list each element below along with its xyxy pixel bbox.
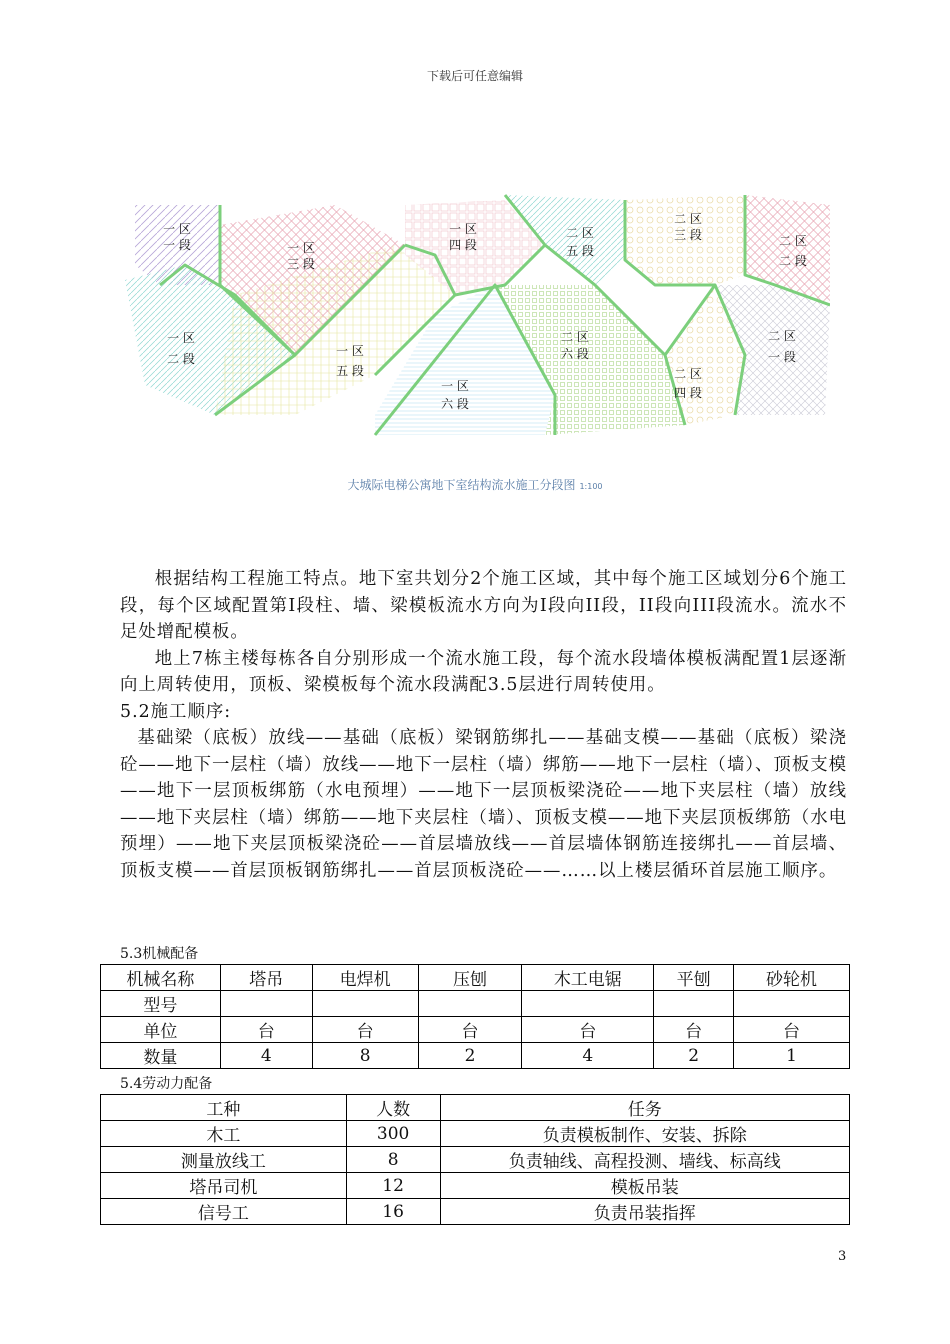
zone-label: 一 区 xyxy=(441,379,469,393)
table-cell: 单位 xyxy=(101,1017,221,1043)
machine-table xyxy=(100,964,850,1069)
table-header-row xyxy=(101,1095,850,1121)
table-cell xyxy=(220,991,312,1017)
table-cell: 任务 xyxy=(440,1095,849,1121)
zone-label: 一 段 xyxy=(163,238,191,252)
zone-label: 一 区 xyxy=(287,241,315,255)
table-cell: 台 xyxy=(312,1017,418,1043)
table-cell: 负责轴线、高程投测、墙线、标高线 xyxy=(440,1147,849,1173)
table-cell: 12 xyxy=(346,1173,440,1199)
zone-label: 一 区 xyxy=(449,222,477,236)
table-cell xyxy=(418,991,522,1017)
labor-table xyxy=(100,1094,850,1225)
table-cell: 塔吊司机 xyxy=(101,1173,347,1199)
table-cell: 木工电锯 xyxy=(522,965,654,991)
table-cell: 1 xyxy=(734,1043,850,1069)
section-heading: 5.2施工顺序: xyxy=(120,701,232,722)
table-cell: 2 xyxy=(654,1043,734,1069)
zone-label: 四 段 xyxy=(674,386,702,400)
table-cell: 压刨 xyxy=(418,965,522,991)
zone-label: 六 段 xyxy=(561,347,589,361)
table-header-row xyxy=(101,965,850,991)
table-row xyxy=(101,1199,850,1225)
zone-label: 四 段 xyxy=(449,238,477,252)
table-cell: 台 xyxy=(734,1017,850,1043)
caption-scale: 1:100 xyxy=(579,482,603,491)
table-cell: 型号 xyxy=(101,991,221,1017)
table-cell: 负责吊装指挥 xyxy=(440,1199,849,1225)
zone-label: 一 区 xyxy=(167,331,195,345)
construction-zoning-diagram xyxy=(125,185,830,450)
zone-label: 二 区 xyxy=(779,234,807,248)
zone-shapes xyxy=(125,195,830,435)
table-row xyxy=(101,1173,850,1199)
table-row xyxy=(101,1017,850,1043)
paragraph: 根据结构工程施工特点。地下室共划分2个施工区域，其中每个施工区域划分6个施工段，每个区域配置第I段柱、墙、梁模板流水方向为I段向II段，II段向III段流水。流水不足处增配模板。 xyxy=(120,569,847,642)
zone-label: 五 段 xyxy=(336,364,364,378)
caption-text: 大城际电梯公寓地下室结构流水施工分段图 xyxy=(347,478,576,492)
table-cell: 8 xyxy=(312,1043,418,1069)
table-row xyxy=(101,1121,850,1147)
paragraph: 基础梁（底板）放线——基础（底板）梁钢筋绑扎——基础支模——基础（底板）梁浇砼——地下一层柱（墙）放线——地下一层柱（墙）绑筋——地下一层柱（墙）、顶板支模——地下一层顶板绑筋（水电预埋）——地下一层顶板梁浇砼——地下夹层柱（墙）放线——地下夹层柱（墙）绑筋——地下夹层柱（墙）、顶板支模——地下夹层顶板绑筋（水电预埋）——地下夹层顶板梁浇砼——首层墙放线——首层墙体钢筋连接绑扎——首层墙、顶板支模——首层顶板钢筋绑扎——首层顶板浇砼——……以上楼层循环首层施工顺序。 xyxy=(120,728,847,881)
table-row xyxy=(101,991,850,1017)
zone-label: 五 段 xyxy=(566,244,594,258)
table-cell: 16 xyxy=(346,1199,440,1225)
zone-label: 一 区 xyxy=(336,344,364,358)
table-cell xyxy=(522,991,654,1017)
zone-label: 二 段 xyxy=(779,254,807,268)
body-text xyxy=(120,566,847,884)
zone-label: 二 区 xyxy=(566,226,594,240)
table-cell: 台 xyxy=(220,1017,312,1043)
table-cell: 工种 xyxy=(101,1095,347,1121)
figure-caption xyxy=(0,476,950,493)
table-row xyxy=(101,1147,850,1173)
table-row xyxy=(101,1043,850,1069)
page-number: 3 xyxy=(838,1249,847,1264)
table-cell: 人数 xyxy=(346,1095,440,1121)
table-cell: 信号工 xyxy=(101,1199,347,1225)
table-cell xyxy=(312,991,418,1017)
section-heading: 5.4劳动力配备 xyxy=(120,1076,213,1092)
table-cell: 负责模板制作、安装、拆除 xyxy=(440,1121,849,1147)
table-cell xyxy=(654,991,734,1017)
paragraph: 地上7栋主楼每栋各自分别形成一个流水施工段，每个流水段墙体模板满配置1层逐渐向上周转使用，顶板、梁模板每个流水段满配3.5层进行周转使用。 xyxy=(120,648,847,695)
zone-label: 二 区 xyxy=(768,329,796,343)
table-cell: 300 xyxy=(346,1121,440,1147)
table-cell: 砂轮机 xyxy=(734,965,850,991)
table-cell: 8 xyxy=(346,1147,440,1173)
zone-label: 三 段 xyxy=(287,257,315,271)
table-cell: 台 xyxy=(654,1017,734,1043)
table-cell: 台 xyxy=(522,1017,654,1043)
table-cell xyxy=(734,991,850,1017)
table-cell: 4 xyxy=(522,1043,654,1069)
zone-label: 二 区 xyxy=(561,330,589,344)
table-cell: 测量放线工 xyxy=(101,1147,347,1173)
table-cell: 塔吊 xyxy=(220,965,312,991)
table-cell: 电焊机 xyxy=(312,965,418,991)
table-cell: 机械名称 xyxy=(101,965,221,991)
section-heading: 5.3机械配备 xyxy=(120,946,199,962)
zone-label: 六 段 xyxy=(441,397,469,411)
zone-label: 二 区 xyxy=(674,367,702,381)
table-cell: 2 xyxy=(418,1043,522,1069)
zone-label: 三 段 xyxy=(674,228,702,242)
table-cell: 模板吊装 xyxy=(440,1173,849,1199)
zone-label: 二 区 xyxy=(674,212,702,226)
table-cell: 台 xyxy=(418,1017,522,1043)
table-cell: 数量 xyxy=(101,1043,221,1069)
table-cell: 平刨 xyxy=(654,965,734,991)
page-header: 下载后可任意编辑 xyxy=(426,69,523,83)
zone-label: 一 段 xyxy=(768,350,796,364)
zone-label: 一 区 xyxy=(163,222,191,236)
table-cell: 木工 xyxy=(101,1121,347,1147)
table-cell: 4 xyxy=(220,1043,312,1069)
zone-label: 二 段 xyxy=(167,352,195,366)
